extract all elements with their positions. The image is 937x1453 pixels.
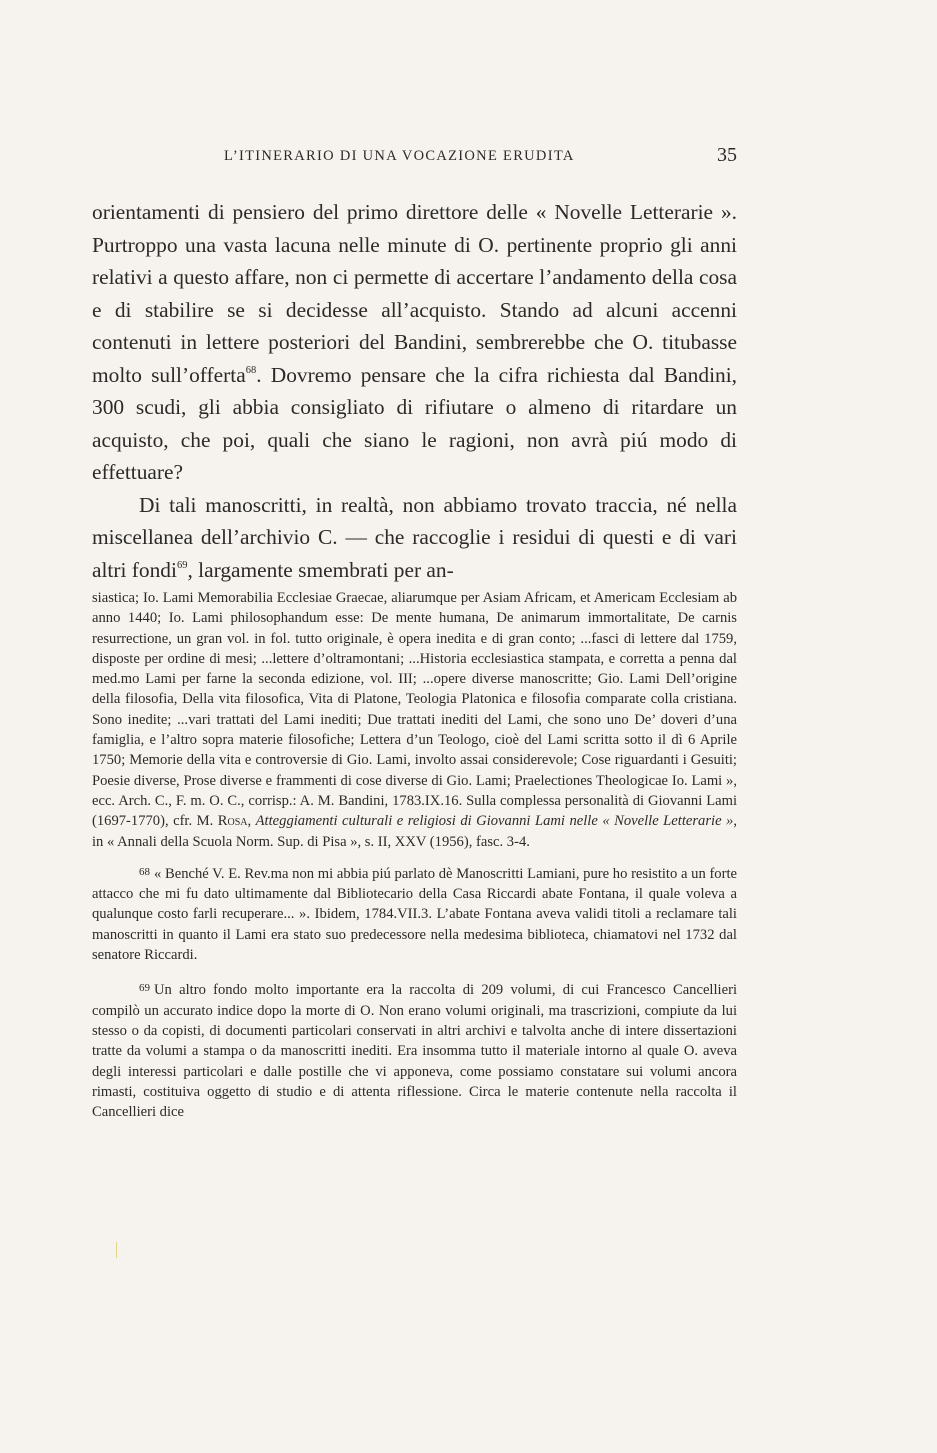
footnote-68 bbox=[92, 862, 737, 965]
main-text bbox=[92, 196, 737, 586]
footnote-cited-title: Atteggiamenti culturali e religiosi di Giovanni Lami nelle « Novelle Letterarie » bbox=[255, 813, 734, 830]
footnote-ref-69: 69 bbox=[176, 559, 188, 571]
paragraph-2 bbox=[92, 489, 737, 587]
footnote-69 bbox=[92, 978, 737, 1122]
footnote-continuation-end: , in « Annali della Scuola Norm. Sup. di Pisa », s. II, XXV (1956), fasc. 3-4. bbox=[92, 813, 737, 850]
footnote-author: Rosa bbox=[217, 813, 248, 830]
paragraph-2-text-a: Di tali manoscritti, in realtà, non abbiamo trovato traccia, né nella miscellanea dell’archivio C. — che raccoglie i residui di questi e di vari altri fondi bbox=[92, 492, 737, 582]
paragraph-1-text-a: orientamenti di pensiero del primo direttore delle « Novelle Letterarie ». Purtroppo una vasta lacuna nelle minute di O. pertinente proprio gli anni relativi a questo affare, non ci permette di accertare l’andamento della cosa e di stabilire se si decidesse all’acquisto. Stando ad alcuni accenni contenuti in lettere posteriori del Bandini, sembrerebbe che O. titubasse molto sull’offerta bbox=[92, 200, 737, 387]
footnote-69-text: Un altro fondo molto importante era la raccolta di 209 volumi, di cui Francesco Cancellieri compilò un accurato indice dopo la morte di O. Non erano volumi originali, ma trascrizioni, compiute da lui stesso o da copisti, di documenti particolari conservati in altri archivi e talvolta anche di intere dissertazioni tratte da volumi a stampa o da manoscritti inediti. Era insomma tutto il materiale intorno al quale O. aveva degli interessi particolari e dalle postille che vi apponeva, come possiamo constatare sui volumi ancora rimasti, costituiva oggetto di studio e di attenta riflessione. Circa le materie contenute nella raccolta il Cancellieri dice bbox=[92, 982, 737, 1121]
footnote-continuation-text: siastica; Io. Lami Memorabilia Ecclesiae Graecae, aliarumque per Asiam Africam, et Americam Ecclesiam ab anno 1440; Io. Lami philosophandum esse: De mente humana, De animarum immortalitate, De carnis resurrectione, un gran vol. in fol. tutto originale, è opera inedita e di gran conto; ...fasci di lettere dal 1759, disposte per ordine di mesi; ...lettere d’oltramontani; ...Historia ecclesiastica stampata, e corretta a penna dal med.mo Lami per farne la seconda edizione, vol. III; ...opere diverse manoscritte; Gio. Lami Dell’origine della filosofia, Della vita filosofica, Vita di Platone, Teologia Platonica e filosofia comparate colla cristiana. Sono inedite; ...vari trattati del Lami inediti; Due trattati inediti del Lami, che sono uno De’ doveri d’una famiglia, e l’altro sopra materie filosofiche; Lettera d’un Teologo, cioè del Lami scritta sotto il dì 6 Aprile 1750; Memorie della vita e controversie di Gio. Lami, involto assai considerevole; Cose riguardanti i Gesuiti; Poesie diverse, Prose diverse e frammenti di cose diverse di Gio. Lami; Praelectiones Theologicae Io. Lami », ecc. Arch. C., F. m. O. C., corrisp.: A. M. Bandini, 1783.IX.16. Sulla complessa personalità di Giovanni Lami (1697-1770), cfr. M. bbox=[92, 590, 737, 830]
footnote-continuation bbox=[92, 588, 737, 852]
running-header bbox=[92, 144, 737, 176]
footnote-68-text: « Benché V. E. Rev.ma non mi abbia piú parlato dè Manoscritti Lamiani, pure ho resistito a un forte attacco che mi fu dato ultimamente dal Bibliotecario della Casa Riccardi abate Fontana, il quale voleva a qualunque costo farli recuperare... ». Ibidem, 1784.VII.3. L’abate Fontana aveva validi titoli a reclamare tali manoscritti in quanto il Lami era stato suo predecessore nella medesima biblioteca, chiamatovi nel 1732 dal senatore Riccardi. bbox=[92, 865, 737, 964]
footnote-68-number: 68 bbox=[139, 865, 150, 878]
paragraph-2-text-b: , largamente smembrati per an- bbox=[187, 557, 454, 582]
footnote-comma: , bbox=[247, 813, 256, 830]
footnote-ref-68: 68 bbox=[245, 364, 257, 376]
page-number: 35 bbox=[717, 144, 737, 166]
footnote-69-number: 69 bbox=[139, 982, 150, 995]
paragraph-1 bbox=[92, 196, 737, 489]
paragraph-1-text-b: . Dovremo pensare che la cifra richiesta dal Bandini, 300 scudi, gli abbia consigliato di rifiutare o almeno di ritardare un acquisto, che poi, quali che siano le ragioni, non avrà piú modo di effettuare? bbox=[92, 362, 737, 484]
footnotes bbox=[92, 588, 737, 1122]
running-title: L’ITINERARIO DI UNA VOCAZIONE ERUDITA bbox=[224, 148, 575, 164]
margin-mark bbox=[116, 1242, 117, 1258]
